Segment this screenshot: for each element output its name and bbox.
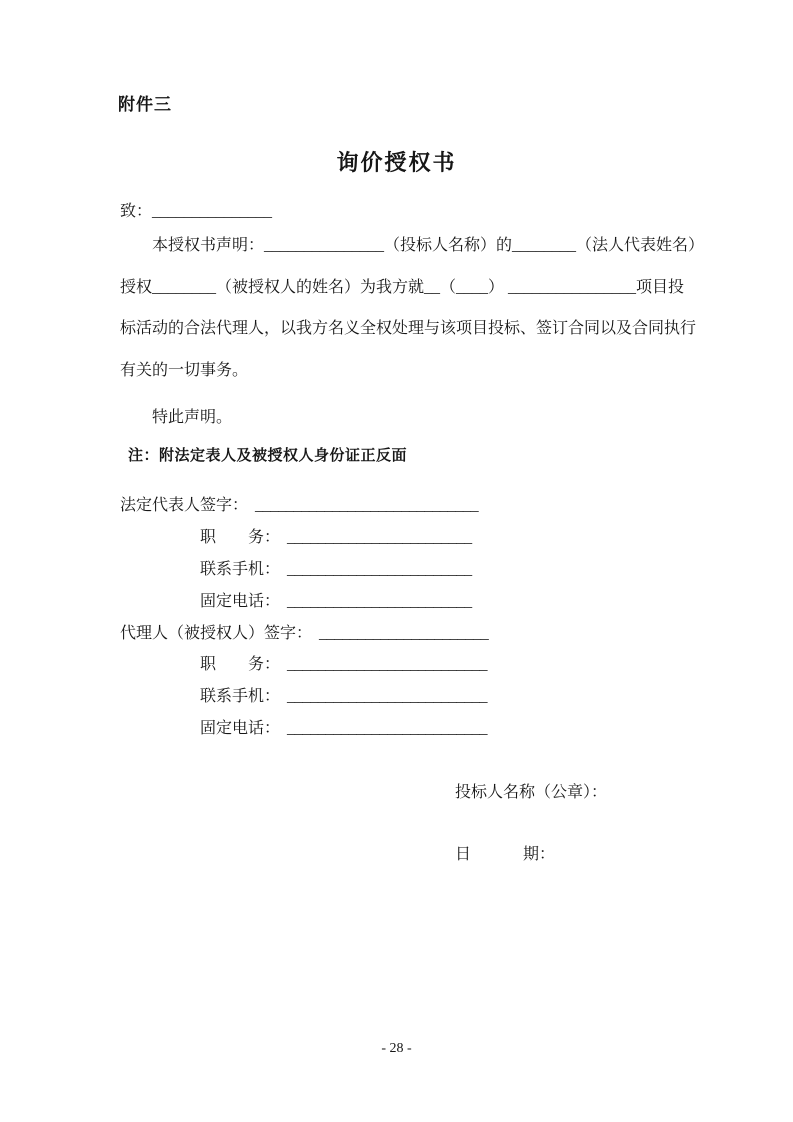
signature-row: [120, 586, 488, 618]
date-label: 日 期：: [455, 846, 556, 863]
paragraph-line: 标活动的合法代理人，以我方名义全权处理与该项目投标、签订合同以及合同执行: [120, 320, 697, 337]
signature-area: [120, 490, 488, 745]
signature-row: [120, 618, 488, 650]
signature-row-blank: ________________________: [287, 560, 472, 578]
signature-row-blank: _____________________________: [255, 497, 479, 514]
note-line: 注：附法定表人及被授权人身份证正反面: [128, 447, 408, 464]
signature-row: [120, 522, 488, 554]
signature-row-label: 职 务：: [200, 656, 281, 674]
page-number: - 28 -: [381, 1041, 412, 1056]
attachment-label: 附件三: [118, 95, 172, 114]
signature-row: [120, 681, 488, 713]
signature-row-blank: ________________________: [287, 528, 472, 546]
paragraph-line: 本授权书声明：_______________（投标人名称）的________（法人代表姓名）: [152, 237, 705, 254]
body-paragraph: [120, 225, 712, 391]
signature-row-label: 代理人（被授权人）签字：: [120, 624, 313, 642]
addressee-blank: _______________: [152, 203, 273, 220]
signature-row-blank: __________________________: [287, 720, 488, 738]
page-title: 询价授权书: [336, 150, 457, 175]
signature-row: [120, 713, 488, 745]
signature-row-blank: __________________________: [287, 656, 488, 674]
declaration-line: 特此声明。: [152, 409, 233, 426]
signature-row: [120, 554, 488, 586]
signature-row-blank: ______________________: [319, 624, 489, 642]
signature-row-label: 固定电话：: [200, 592, 281, 610]
signature-row-label: 法定代表人签字：: [120, 497, 249, 514]
signature-row: [120, 649, 488, 681]
paragraph-line: 授权________（被授权人的姓名）为我方就__（____） ________________项目投: [120, 278, 685, 296]
signature-row-label: 固定电话：: [200, 720, 281, 738]
signature-row: [120, 490, 488, 522]
signature-row-label: 职 务：: [200, 528, 281, 546]
signature-row-label: 联系手机：: [200, 560, 281, 578]
addressee-label: 致：: [120, 203, 153, 220]
signature-row-blank: __________________________: [287, 688, 488, 706]
paragraph-line: 有关的一切事务。: [120, 361, 249, 379]
addressee-line: [120, 198, 272, 221]
bidder-seal-label: 投标人名称（公章）：: [455, 784, 608, 801]
signature-row-blank: ________________________: [287, 592, 472, 610]
signature-row-label: 联系手机：: [200, 688, 281, 706]
